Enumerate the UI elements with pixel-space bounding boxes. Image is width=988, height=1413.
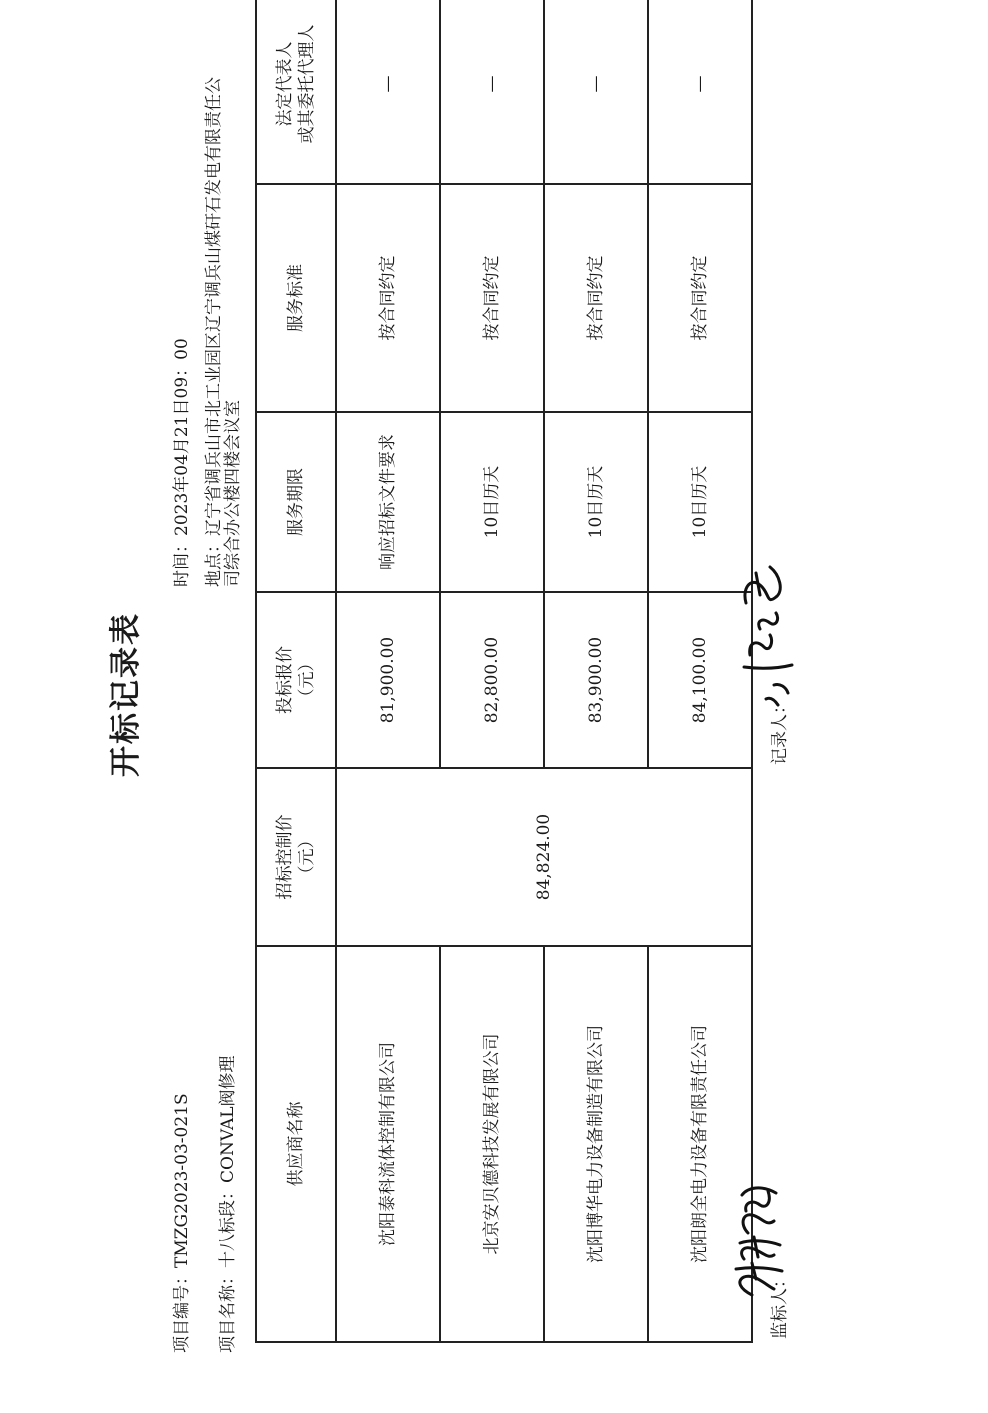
time-label: 时间：: [172, 536, 192, 587]
header-control-price-text: 招标控制价 （元）: [275, 814, 317, 900]
opening-time: [172, 338, 192, 587]
legal-rep: —: [440, 0, 544, 184]
control-price-cell: [336, 768, 752, 946]
service-term: 10日历天: [544, 412, 648, 592]
header-legal-rep-text: 法定代表人 或其委托代理人: [275, 24, 317, 144]
document-title: 开标记录表: [108, 612, 144, 777]
header-service-term: 服务期限: [256, 412, 336, 592]
supplier-name: 沈阳朗全电力设备有限责任公司: [648, 946, 752, 1342]
legal-rep: —: [544, 0, 648, 184]
bid-opening-table: [255, 0, 753, 1343]
supervisor-signature-strokes: [722, 1163, 792, 1303]
time-value: 2023年04月21日09：00: [172, 338, 192, 536]
recorder-signature: [730, 553, 804, 713]
service-term: 10日历天: [648, 412, 752, 592]
service-term: 响应招标文件要求: [336, 412, 440, 592]
project-name-label: 项目名称：: [218, 1268, 238, 1353]
header-control-price: [256, 768, 336, 946]
header-legal-rep: [256, 0, 336, 184]
service-standard: 按合同约定: [336, 184, 440, 412]
bid-price: 81,900.00: [336, 592, 440, 768]
legal-rep: —: [336, 0, 440, 184]
bid-price: 83,900.00: [544, 592, 648, 768]
supervisor-label: 监标人：: [770, 1271, 790, 1339]
recorder-signature-strokes: [730, 553, 800, 713]
table-row: [336, 0, 440, 1342]
bid-price: 84,100.00: [648, 592, 752, 768]
table-row: [544, 0, 648, 1342]
opening-place: [205, 67, 243, 587]
table-header-row: [256, 0, 336, 1342]
legal-rep: —: [648, 0, 752, 184]
project-number-label: 项目编号：: [172, 1268, 192, 1353]
project-name-value: 十八标段：CONVAL阀修理: [218, 1055, 238, 1268]
header-bid-price-text: 投标报价 （元）: [275, 646, 317, 714]
service-standard: 按合同约定: [648, 184, 752, 412]
control-price-value: 84,824.00: [534, 813, 554, 901]
project-name: [218, 1055, 238, 1353]
service-term: 10日历天: [440, 412, 544, 592]
header-bid-price: [256, 592, 336, 768]
project-number-value: TMZG2023-03-021S: [172, 1093, 192, 1268]
header-service-standard: 服务标准: [256, 184, 336, 412]
service-standard: 按合同约定: [440, 184, 544, 412]
header-supplier-name: 供应商名称: [256, 946, 336, 1342]
supplier-name: 沈阳博华电力设备制造有限公司: [544, 946, 648, 1342]
supplier-name: 沈阳泰科流体控制有限公司: [336, 946, 440, 1342]
service-standard: 按合同约定: [544, 184, 648, 412]
supplier-name: 北京安贝德科技发展有限公司: [440, 946, 544, 1342]
recorder-label: 记录人：: [770, 697, 790, 765]
bid-price: 82,800.00: [440, 592, 544, 768]
place-label: 地点：: [204, 536, 224, 587]
supervisor-signature: [722, 1163, 796, 1303]
place-value: 辽宁省调兵山市北工业园区辽宁调兵山煤矸石发电有限责任公司综合办公楼四楼会议室: [204, 77, 243, 587]
table-row: [440, 0, 544, 1342]
project-number: [172, 1093, 192, 1353]
